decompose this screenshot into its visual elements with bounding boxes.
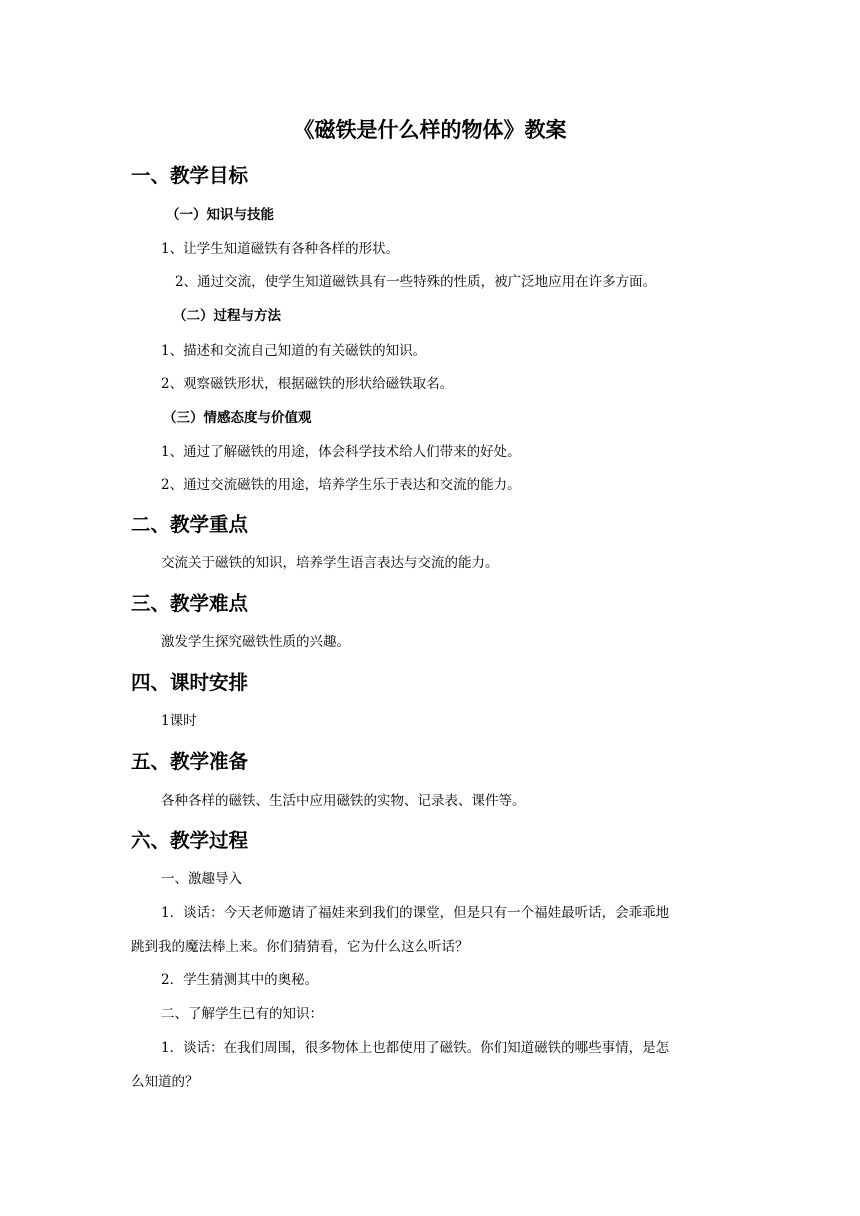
section-text: 交流关于磁铁的知识，培养学生语言表达与交流的能力。: [161, 555, 499, 571]
objective-item: 1、让学生知道磁铁有各种各样的形状。: [161, 241, 400, 257]
subheading-process-methods: （二）过程与方法: [173, 308, 281, 324]
process-paragraph: 么知道的？: [131, 1074, 199, 1090]
section-text: 激发学生探究磁铁性质的兴趣。: [161, 634, 350, 650]
subheading-knowledge-skills: （一）知识与技能: [166, 207, 274, 223]
heading-teaching-process: 六、教学过程: [131, 829, 249, 852]
subheading-attitudes-values: （三）情感态度与价值观: [163, 410, 312, 426]
heading-teaching-preparation: 五、教学准备: [131, 750, 249, 773]
heading-teaching-objectives: 一、教学目标: [131, 164, 249, 187]
process-part-title: 二、了解学生已有的知识：: [161, 1006, 323, 1022]
process-paragraph: 1．谈话：今天老师邀请了福娃来到我们的课堂，但是只有一个福娃最听话，会乖乖地: [161, 905, 670, 921]
heading-teaching-difficulty: 三、教学难点: [131, 592, 249, 615]
document-title: 《磁铁是什么样的物体》教案: [293, 118, 567, 142]
objective-item: 1、描述和交流自己知道的有关磁铁的知识。: [161, 343, 427, 359]
objective-item: 2、观察磁铁形状，根据磁铁的形状给磁铁取名。: [161, 376, 454, 392]
objective-item: 2、通过交流磁铁的用途，培养学生乐于表达和交流的能力。: [161, 477, 521, 493]
process-paragraph: 跳到我的魔法棒上来。你们猜猜看，它为什么这么听话？: [131, 939, 469, 955]
section-text: 各种各样的磁铁、生活中应用磁铁的实物、记录表、课件等。: [161, 793, 526, 809]
objective-item: 1、通过了解磁铁的用途，体会科学技术给人们带来的好处。: [161, 444, 521, 460]
process-part-title: 一、激趣导入: [161, 871, 242, 887]
process-paragraph: 2．学生猜测其中的奥秘。: [161, 972, 319, 988]
heading-teaching-focus: 二、教学重点: [131, 513, 249, 536]
objective-item: 2、通过交流，使学生知道磁铁具有一些特殊的性质，被广泛地应用在许多方面。: [175, 274, 657, 290]
heading-class-schedule: 四、课时安排: [131, 671, 249, 694]
section-text: 1课时: [161, 713, 197, 729]
process-paragraph: 1．谈话：在我们周围，很多物体上也都使用了磁铁。你们知道磁铁的哪些事情，是怎: [161, 1040, 670, 1056]
